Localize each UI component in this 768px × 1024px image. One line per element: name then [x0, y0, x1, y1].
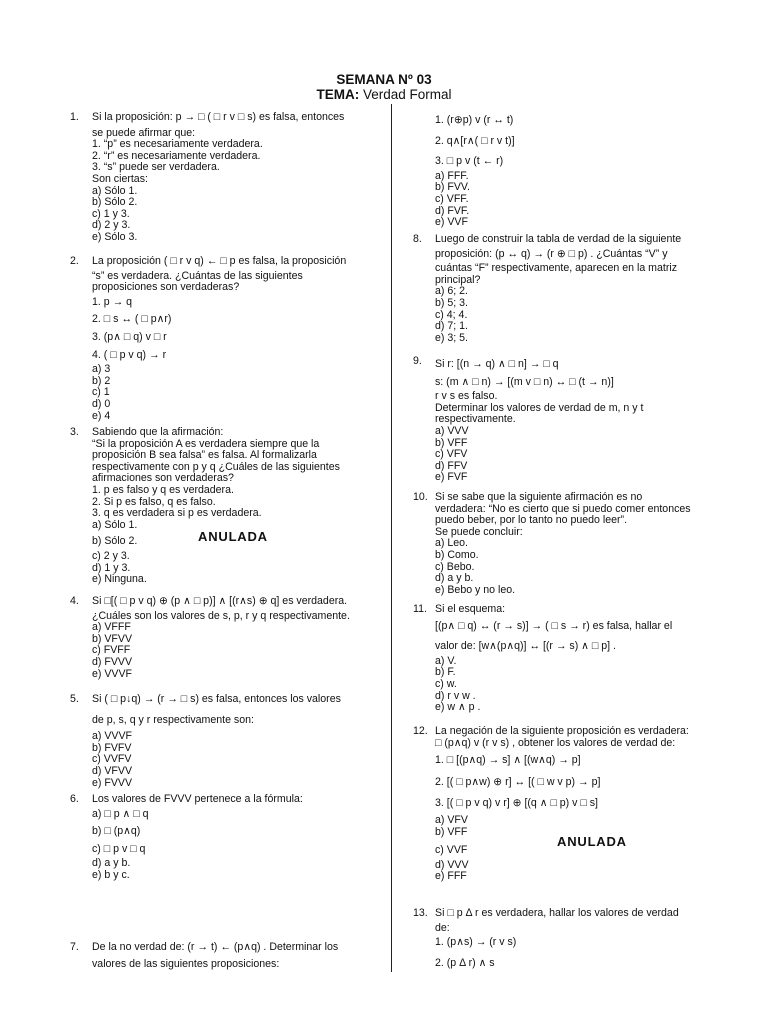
question-4 [70, 596, 370, 680]
answer-option: a) Leo. [435, 537, 468, 550]
question-stem [435, 604, 716, 656]
answer-option: a) Sólo 1. [92, 184, 138, 197]
anulada-stamp: ANULADA [198, 529, 268, 544]
answer-option: c) w. [435, 677, 457, 690]
answer-option: e) FFF [435, 870, 467, 883]
answer-option: c) VVFV [92, 753, 132, 766]
stem-line: principal? [435, 273, 481, 286]
column-divider [391, 104, 392, 972]
stem-line: De la no verdad de: (r → t) ← (p∧q) . Determinar los [92, 941, 339, 953]
question-5 [70, 694, 370, 789]
question-9 [413, 356, 716, 484]
stem-line: proposición B sea falsa” es falsa. Al formalizarla [92, 449, 317, 462]
question-number: 2. [70, 255, 79, 267]
formula-item: 2. [( □ p∧w) ⊕ r] ↔ [( □ w v p) → p] [435, 775, 601, 788]
answer-option: a) 6; 2. [435, 285, 468, 298]
formula-item: 3. [( □ p v q) v r] ⊕ [(q ∧ □ p) v □ s] [435, 797, 598, 810]
stem-line: ¿Cuáles son los valores de s, p, r y q respectivamente. [92, 609, 350, 622]
answer-option: d) FVVV [92, 655, 133, 668]
stem-line: afirmaciones son verdaderas? [92, 472, 234, 485]
stem-line: cuántas “F” respectivamente, aparecen en la matriz [435, 262, 678, 275]
question-number: 6. [70, 793, 79, 805]
question-2 [70, 256, 370, 422]
answer-option: e) w ∧ p . [435, 701, 481, 714]
answer-option: c) 1 [92, 386, 110, 399]
answer-option: e) b y c. [92, 868, 130, 881]
formula-item: 2. q∧[r∧( □ r v t)] [435, 134, 515, 147]
answer-option: c) VVF [435, 844, 468, 857]
page-header [0, 72, 768, 102]
answer-option: d) 2 y 3. [92, 219, 131, 232]
answer-option: a) VVV [435, 424, 469, 437]
answer-option: a) 3 [92, 363, 111, 376]
answer-option: e) 4 [92, 409, 111, 422]
stem-line: Si □ p Δ r es verdadera, hallar los valores de verdad [435, 907, 679, 919]
question-stem [92, 427, 370, 485]
answer-option: b) Como. [435, 548, 479, 561]
stem-line: La proposición ( □ r v q) ← □ p es falsa, la proposición [92, 255, 347, 267]
stem-line: La negación de la siguiente proposición es verdadera: [435, 725, 689, 737]
stem-line: de: [435, 921, 450, 934]
list-item: 2. “r” es necesariamente verdadera. [92, 149, 261, 162]
stem-line: □ (p∧q) v (r v s) , obtener los valores de verdad de: [435, 736, 676, 749]
answer-option: a) FFF. [435, 169, 469, 182]
stem-line: Luego de construir la tabla de verdad de la siguiente [435, 233, 682, 245]
stem-line: valores de las siguientes proposiciones: [92, 957, 280, 970]
subtitle-label: TEMA: [316, 87, 360, 102]
answer-option: b) VFVV [92, 632, 133, 645]
answer-option: a) VVVF [92, 730, 133, 743]
question-number: 1. [70, 111, 79, 123]
page-subtitle [0, 87, 768, 102]
formula-item: 4. ( □ p v q) → r [92, 348, 167, 361]
answer-option: a) VFFF [92, 621, 131, 634]
question-6 [70, 794, 370, 882]
list-item: 1. “p” es necesariamente verdadera. [92, 138, 263, 151]
question-stem [435, 908, 716, 934]
question-8 [413, 234, 716, 344]
question-number: 8. [413, 233, 422, 245]
answer-option: c) VFV [435, 448, 468, 461]
answer-option: d) r v w . [435, 689, 476, 702]
answer-option: a) VFV [435, 813, 468, 826]
question-stem [92, 256, 370, 294]
answer-option: d) FVF. [435, 204, 470, 217]
answer-option: c) 2 y 3. [92, 549, 130, 562]
stem-line: puedo beber, por lo tanto no puedo leer”. [435, 514, 628, 527]
question-12 [413, 726, 716, 883]
answer-option: e) Ninguna. [92, 573, 147, 586]
formula-item: 3. (p∧ □ q) v □ r [92, 330, 167, 343]
stem-line: Si ( □ p↓q) → (r → □ s) es falsa, entonces los valores [92, 693, 341, 705]
list-item: 2. Si p es falso, q es falso. [92, 495, 216, 508]
page-title: SEMANA Nº 03 [336, 72, 432, 87]
answer-option: c) 4; 4. [435, 308, 468, 321]
answer-option: e) Sólo 3. [92, 230, 138, 243]
question-number: 11. [413, 603, 427, 615]
answer-option: d) FFV [435, 459, 468, 472]
formula-item: s: (m ∧ □ n) → [(m v □ n) ↔ □ (t → n)] [435, 375, 614, 388]
stem-line: valor de: [w∧(p∧q)] ↔ [(r → s) ∧ □ p] . [435, 640, 616, 653]
question-stem [92, 112, 370, 139]
question-number: 9. [413, 355, 422, 367]
question-7-continued [413, 112, 716, 229]
question-10 [413, 492, 716, 596]
answer-option: e) VVF [435, 216, 468, 229]
formula-item: 1. (p∧s) → (r v s) [435, 936, 517, 949]
anulada-stamp: ANULADA [557, 834, 627, 849]
answer-option: a) □ p ∧ □ q [92, 807, 149, 820]
question-number: 3. [70, 426, 79, 438]
question-number: 10. [413, 491, 428, 503]
question-number: 12. [413, 725, 428, 737]
stem-line: [(p∧ □ q) ↔ (r → s)] → ( □ s → r) es falsa, hallar el [435, 619, 673, 632]
question-stem [92, 596, 370, 622]
stem-line: respectivamente con p y q ¿Cuáles de las siguientes [92, 460, 340, 473]
stem-line: proposiciones son verdaderas? [92, 281, 240, 294]
answer-option: c) 1 y 3. [92, 207, 130, 220]
answer-option: c) □ p v □ q [92, 842, 146, 855]
question-number: 5. [70, 693, 79, 705]
stem-line: “s” es verdadera. ¿Cuántas de las siguientes [92, 269, 303, 282]
stem-line: Sabiendo que la afirmación: [92, 426, 224, 438]
question-stem [435, 403, 716, 426]
list-item: 1. p es falso y q es verdadera. [92, 483, 234, 496]
stem-line: Si el esquema: [435, 603, 506, 615]
answer-option: d) VFVV [92, 764, 133, 777]
question-stem [435, 234, 716, 286]
stem-line: se puede afirmar que: [92, 126, 196, 139]
stem-line: respectivamente. [435, 413, 516, 426]
question-stem [435, 726, 716, 749]
question-stem [92, 942, 370, 970]
answer-option: e) VVVF [92, 667, 133, 680]
answer-option: c) Bebo. [435, 560, 475, 573]
answer-option: e) Bebo y no leo. [435, 583, 516, 596]
list-item: Son ciertas: [92, 172, 148, 185]
answer-option: a) V. [435, 654, 457, 667]
list-item: 3. q es verdadera si p es verdadera. [92, 507, 262, 520]
stem-line: proposición: (p ↔ q) → (r ⊕ □ p) . ¿Cuántas “V” y [435, 247, 668, 260]
question-13 [413, 908, 716, 972]
stem-line: Si □[( □ p v q) ⊕ (p ∧ □ p)] ∧ [(r∧s) ⊕ q] es verdadera. [92, 595, 348, 607]
formula-item: 2. □ s ↔ ( □ p∧r) [92, 313, 172, 326]
answer-option: b) 2 [92, 374, 111, 387]
answer-option: c) FVFF [92, 644, 131, 657]
answer-option: b) 5; 3. [435, 296, 468, 309]
answer-option: d) 7; 1. [435, 320, 468, 333]
formula-item: Si r: [(n → q) ∧ □ n] → □ q [435, 358, 559, 370]
question-number: 7. [70, 941, 79, 953]
question-number: 4. [70, 595, 79, 607]
question-stem [435, 492, 716, 538]
subtitle-text: Verdad Formal [362, 87, 452, 102]
answer-option: b) Sólo 2. [92, 535, 138, 548]
answer-option: d) 0 [92, 397, 111, 410]
answer-option: b) FVFV [92, 741, 132, 754]
answer-option: b) F. [435, 666, 456, 679]
answer-option: c) VFF. [435, 192, 469, 205]
stem-line: “Si la proposición A es verdadera siempre que la [92, 437, 320, 450]
question-7 [70, 942, 370, 970]
answer-option: b) FVV. [435, 181, 470, 194]
list-item: 3. “s” puede ser verdadera. [92, 161, 220, 174]
answer-option: a) Sólo 1. [92, 518, 138, 531]
formula-item: 1. □ [(p∧q) → s] ∧ [(w∧q) → p] [435, 754, 581, 767]
answer-option: b) □ (p∧q) [92, 825, 141, 838]
question-1 [70, 112, 370, 244]
formula-item: 1. (r⊕p) v (r ↔ t) [435, 114, 514, 126]
stem-line: Los valores de FVVV pertenece a la fórmula: [92, 793, 303, 805]
stem-line: Si se sabe que la siguiente afirmación es no [435, 491, 643, 503]
answer-option: b) Sólo 2. [92, 196, 138, 209]
formula-item: 2. (p Δ r) ∧ s [435, 956, 495, 969]
stem-line: verdadera: “No es cierto que si puedo comer entonces [435, 502, 691, 515]
question-3 [70, 427, 370, 586]
formula-item: 1. p → q [92, 295, 133, 308]
formula-item: r v s es falso. [435, 390, 498, 403]
question-number: 13. [413, 907, 428, 919]
answer-option: d) a y b. [435, 572, 474, 585]
answer-option: b) VFF [435, 436, 468, 449]
answer-option: e) 3; 5. [435, 331, 468, 344]
stem-line: Si la proposición: p → □ ( □ r v □ s) es falsa, entonces [92, 111, 345, 123]
stem-line: de p, s, q y r respectivamente son: [92, 713, 254, 726]
answer-option: e) FVVV [92, 776, 133, 789]
answer-option: d) VVV [435, 858, 469, 871]
question-stem [92, 694, 370, 726]
answer-option: d) a y b. [92, 857, 131, 870]
question-11 [413, 604, 716, 714]
formula-item: 3. □ p v (t ← r) [435, 155, 504, 168]
answer-option: b) VFF [435, 825, 468, 838]
stem-line: Se puede concluir: [435, 525, 523, 538]
stem-line: Determinar los valores de verdad de m, n y t [435, 401, 644, 414]
question-stem [92, 794, 370, 806]
answer-option: e) FVF [435, 471, 468, 484]
answer-option: d) 1 y 3. [92, 561, 131, 574]
